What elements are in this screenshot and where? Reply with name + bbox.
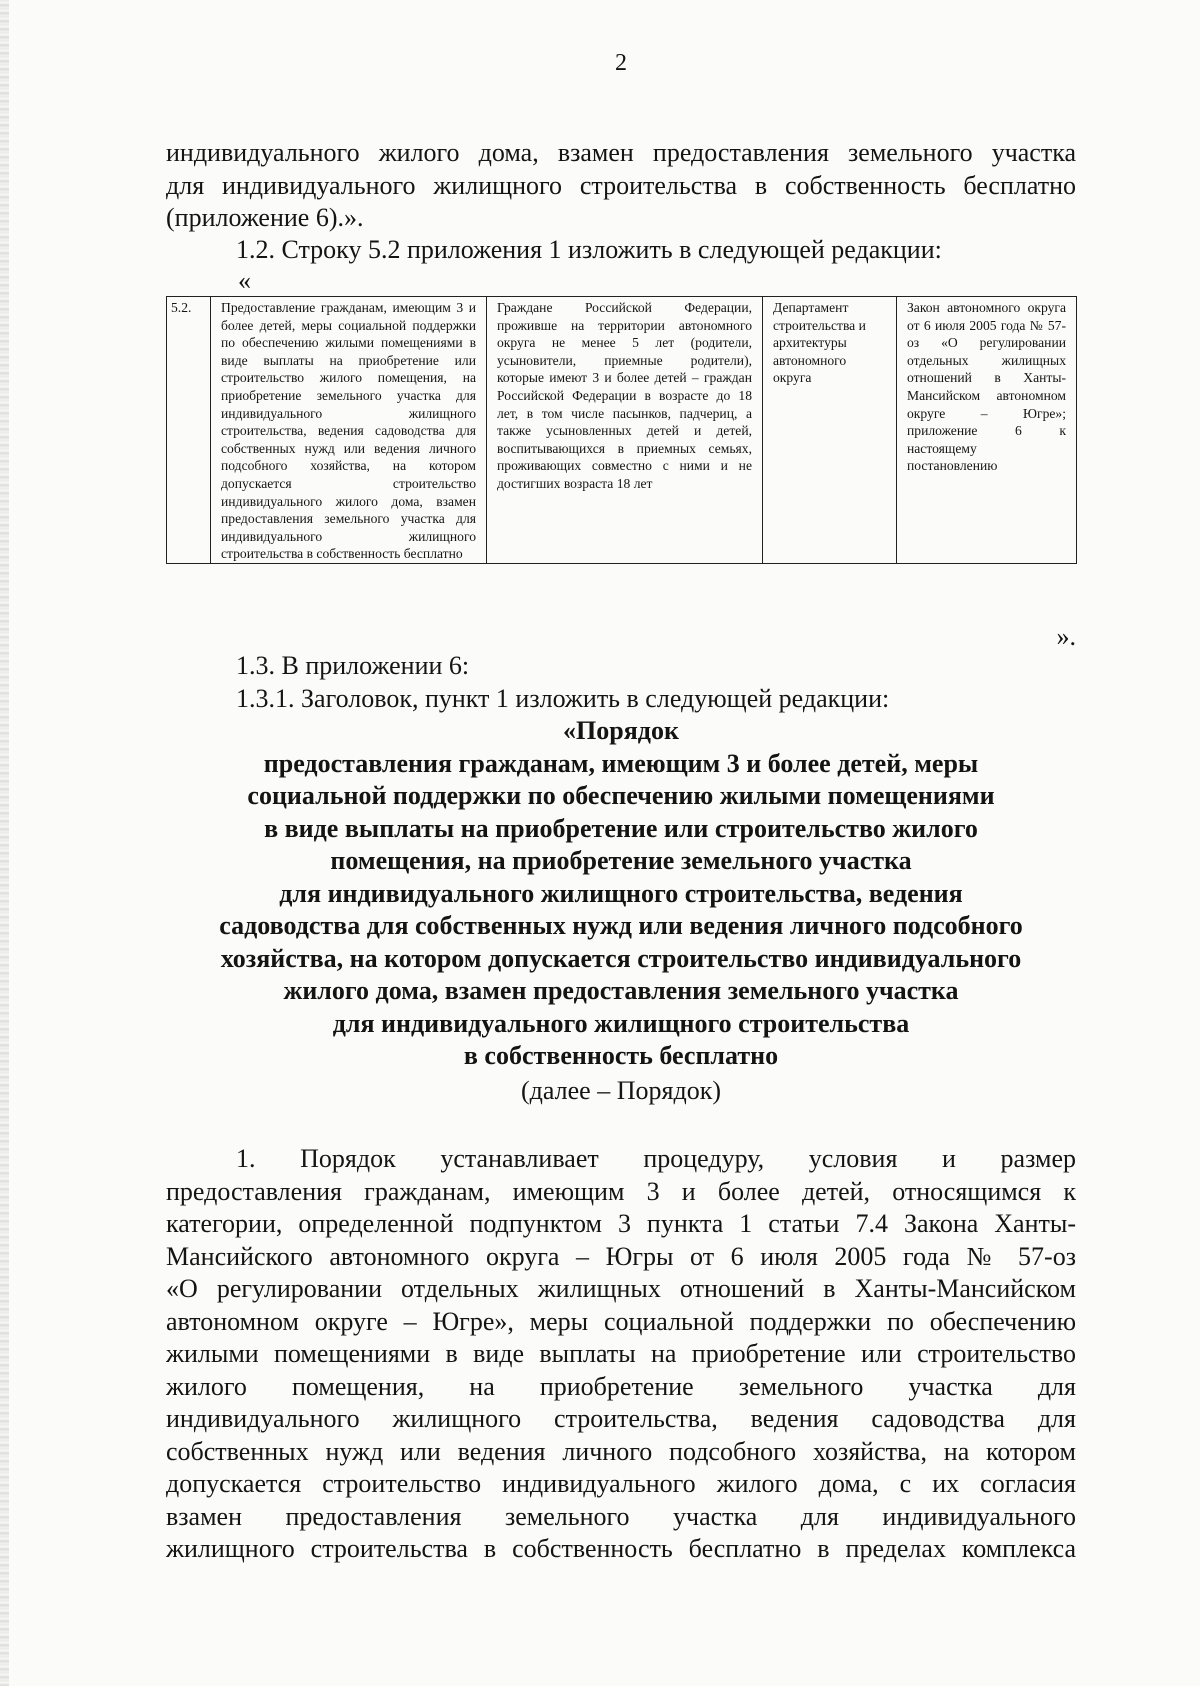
paragraph-line: Мансийского автономного округа – Югры от 6 июля 2005 года № 57-оз xyxy=(166,1241,1076,1271)
heading-line: помещения, на приобретение земельного участка xyxy=(330,846,912,875)
paragraph-line: взамен предоставления земельного участка для индивидуального xyxy=(166,1501,1076,1531)
quote-open: « xyxy=(238,266,251,295)
intro-line: (приложение 6).». xyxy=(166,203,364,232)
item-1-2-text: 1.2. Строку 5.2 приложения 1 изложить в следующей редакции: xyxy=(236,235,942,264)
heading-line: «Порядок xyxy=(563,716,679,745)
paragraph-line: категории, определенной подпунктом 3 пункта 1 статьи 7.4 Закона Ханты- xyxy=(166,1209,1076,1238)
heading-line: в виде выплаты на приобретение или строительство жилого xyxy=(264,813,978,843)
paragraph-line: индивидуального жилищного строительства, ведения садоводства для xyxy=(166,1404,1076,1433)
heading-line: садоводства для собственных нужд или ведения личного подсобного xyxy=(219,911,1023,940)
department-cell: Департамент строительства и архитектуры автономного округа xyxy=(763,297,897,564)
paragraph-line: жилищного строительства в собственность бесплатно в пределах комплекса xyxy=(166,1534,1076,1563)
item-1-3 xyxy=(166,650,1076,715)
row-number: 5.2. xyxy=(167,297,211,564)
appendix-row-table xyxy=(166,296,1077,564)
intro-line: для индивидуального жилищного строительства в собственность бесплатно xyxy=(166,170,1076,200)
procedure-heading xyxy=(166,715,1076,1073)
paragraph-line: автономном округе – Югре», меры социальной поддержки по обеспечению xyxy=(166,1306,1076,1336)
heading-line: для индивидуального жилищного строительства, ведения xyxy=(279,878,963,908)
page-number: 2 xyxy=(615,50,627,76)
paragraph-line: жилого помещения, на приобретение земельного участка для xyxy=(166,1371,1076,1401)
paragraph-line: «О регулировании отдельных жилищных отношений в Ханты-Мансийском xyxy=(166,1274,1076,1303)
paragraph-line: жилыми помещениями в виде выплаты на приобретение или строительство xyxy=(166,1339,1076,1368)
item-1-2 xyxy=(166,234,1076,267)
table-row xyxy=(167,297,1077,564)
intro-line: индивидуального жилого дома, взамен предоставления земельного участка xyxy=(166,138,1076,167)
heading-line: жилого дома, взамен предоставления земельного участка xyxy=(283,976,959,1005)
heading-line: хозяйства, на котором допускается строительство индивидуального xyxy=(220,943,1022,973)
intro-paragraph xyxy=(166,137,1076,235)
law-cell: Закон автономного округа от 6 июля 2005 года № 57-оз «О регулировании отдельных жилищных отношений в Ханты-Мансийском автономном округе – Югре»; приложение 6 к настоящему постановлению xyxy=(897,297,1077,564)
recipients-cell: Граждане Российской Федерации, проживше на территории автономного округа не менее 5 лет (родители, усыновители, приемные родители), которые имеют 3 и более детей – граждан Российской Федерации в возрасте до 18 лет, в том числе пасынков, падчериц, а также усыновленных детей и детей, воспитывающихся в приемных семьях, проживающих совместно с ними и не достигших возраста 18 лет xyxy=(487,297,763,564)
item-1-3-text: 1.3. В приложении 6: xyxy=(236,651,470,680)
scan-edge xyxy=(0,0,9,1686)
procedure-subheading: (далее – Порядок) xyxy=(521,1076,721,1105)
paragraph-line: допускается строительство индивидуального жилого дома, с их согласия xyxy=(166,1469,1076,1498)
heading-line: для индивидуального жилищного строительства xyxy=(332,1008,910,1038)
paragraph-line: 1. Порядок устанавливает процедуру, условия и размер xyxy=(236,1144,1076,1173)
heading-line: социальной поддержки по обеспечению жилыми помещениями xyxy=(247,781,995,810)
paragraph-1 xyxy=(166,1143,1076,1566)
heading-line: в собственность бесплатно xyxy=(463,1041,779,1070)
item-1-3-1-text: 1.3.1. Заголовок, пункт 1 изложить в следующей редакции: xyxy=(236,683,890,713)
paragraph-line: предоставления гражданам, имеющим 3 и более детей, относящимся к xyxy=(166,1176,1076,1206)
measure-cell: Предоставление гражданам, имеющим 3 и более детей, меры социальной поддержки по обеспечению жилыми помещениями в виде выплаты на приобретение или строительство жилого помещения, на приобретение земельного участка для индивидуального жилищного строительства, ведения садоводства для собственных нужд или ведения личного подсобного хозяйства, на котором допускается строительство индивидуального жилого дома, взамен предоставления земельного участка для индивидуального жилищного строительства в собственность бесплатно xyxy=(211,297,487,564)
heading-line: предоставления гражданам, имеющим 3 и более детей, меры xyxy=(263,748,979,778)
quote-close: ». xyxy=(1056,622,1076,651)
paragraph-line: собственных нужд или ведения личного подсобного хозяйства, на котором xyxy=(166,1436,1076,1466)
